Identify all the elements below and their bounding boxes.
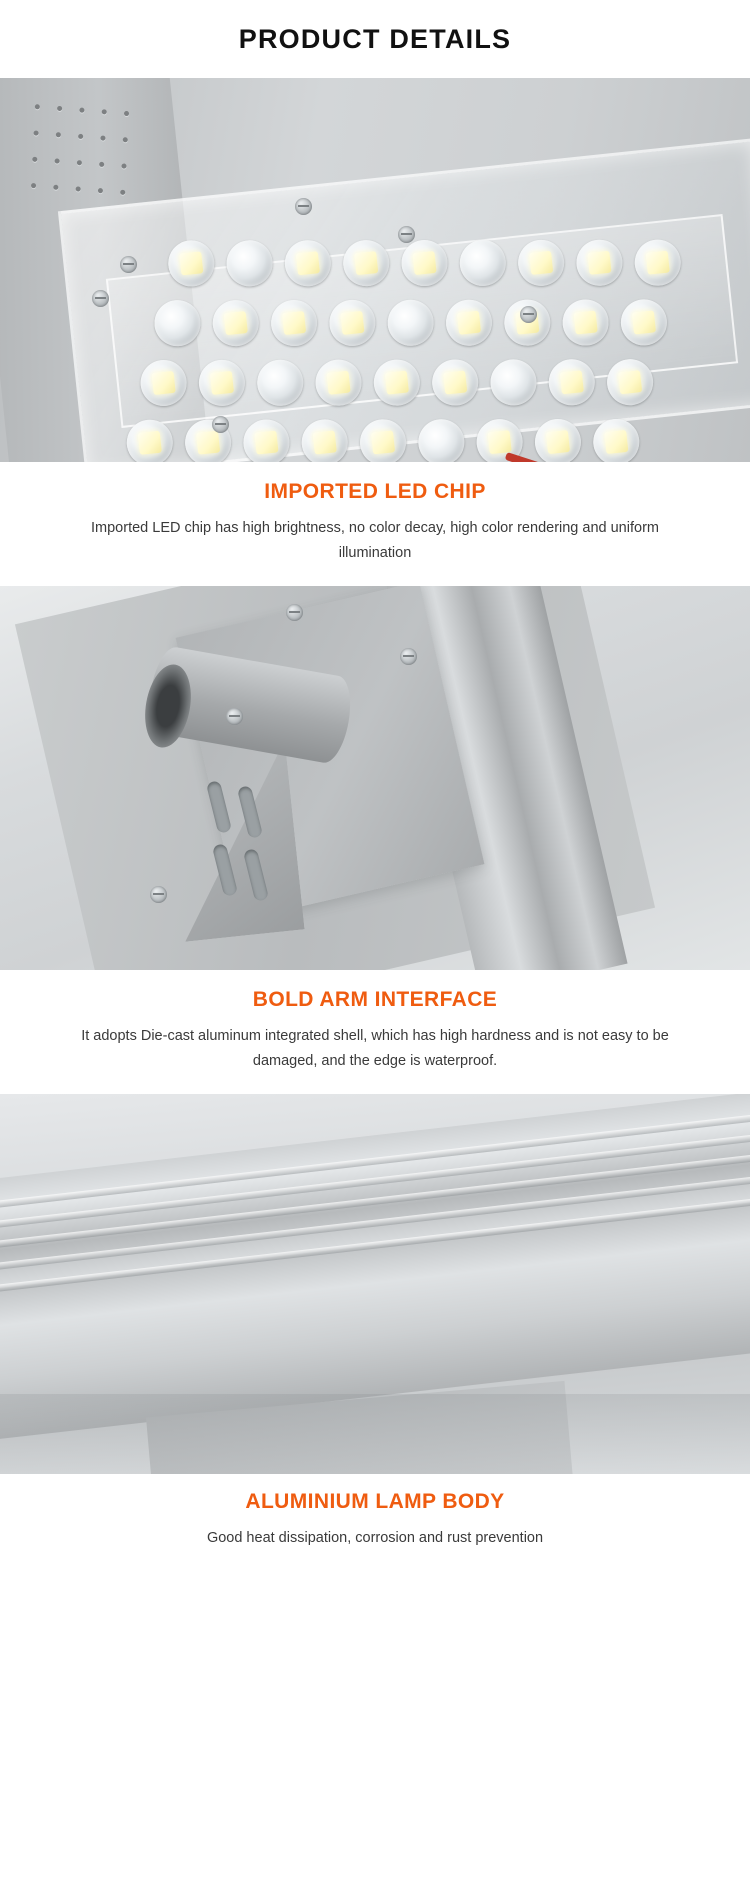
caption-title-arm-interface: BOLD ARM INTERFACE [252,988,498,1011]
caption-title-lamp-body: ALUMINIUM LAMP BODY [245,1490,505,1513]
arm-interface-photo [0,586,750,970]
caption-block-led-chip [0,462,750,586]
caption-text-arm-interface: It adopts Die-cast aluminum integrated shell, which has high hardness and is not easy to be damaged, and the edge is waterproof. [81,1028,669,1069]
led-chip-closeup-photo [0,78,750,462]
page-title: PRODUCT DETAILS [238,23,512,54]
page-header [0,0,750,78]
photo-shadow-gradient [0,1394,750,1474]
caption-text-lamp-body: Good heat dissipation, corrosion and rust prevention [206,1530,544,1546]
caption-block-lamp-body [0,1474,750,1565]
housing-vent-holes [35,92,166,214]
aluminium-lamp-body-photo [0,1094,750,1474]
caption-title-led-chip: IMPORTED LED CHIP [264,480,486,503]
caption-text-led-chip: Imported LED chip has high brightness, no color decay, high color rendering and uniform illumination [91,520,659,561]
caption-block-arm-interface [0,970,750,1094]
